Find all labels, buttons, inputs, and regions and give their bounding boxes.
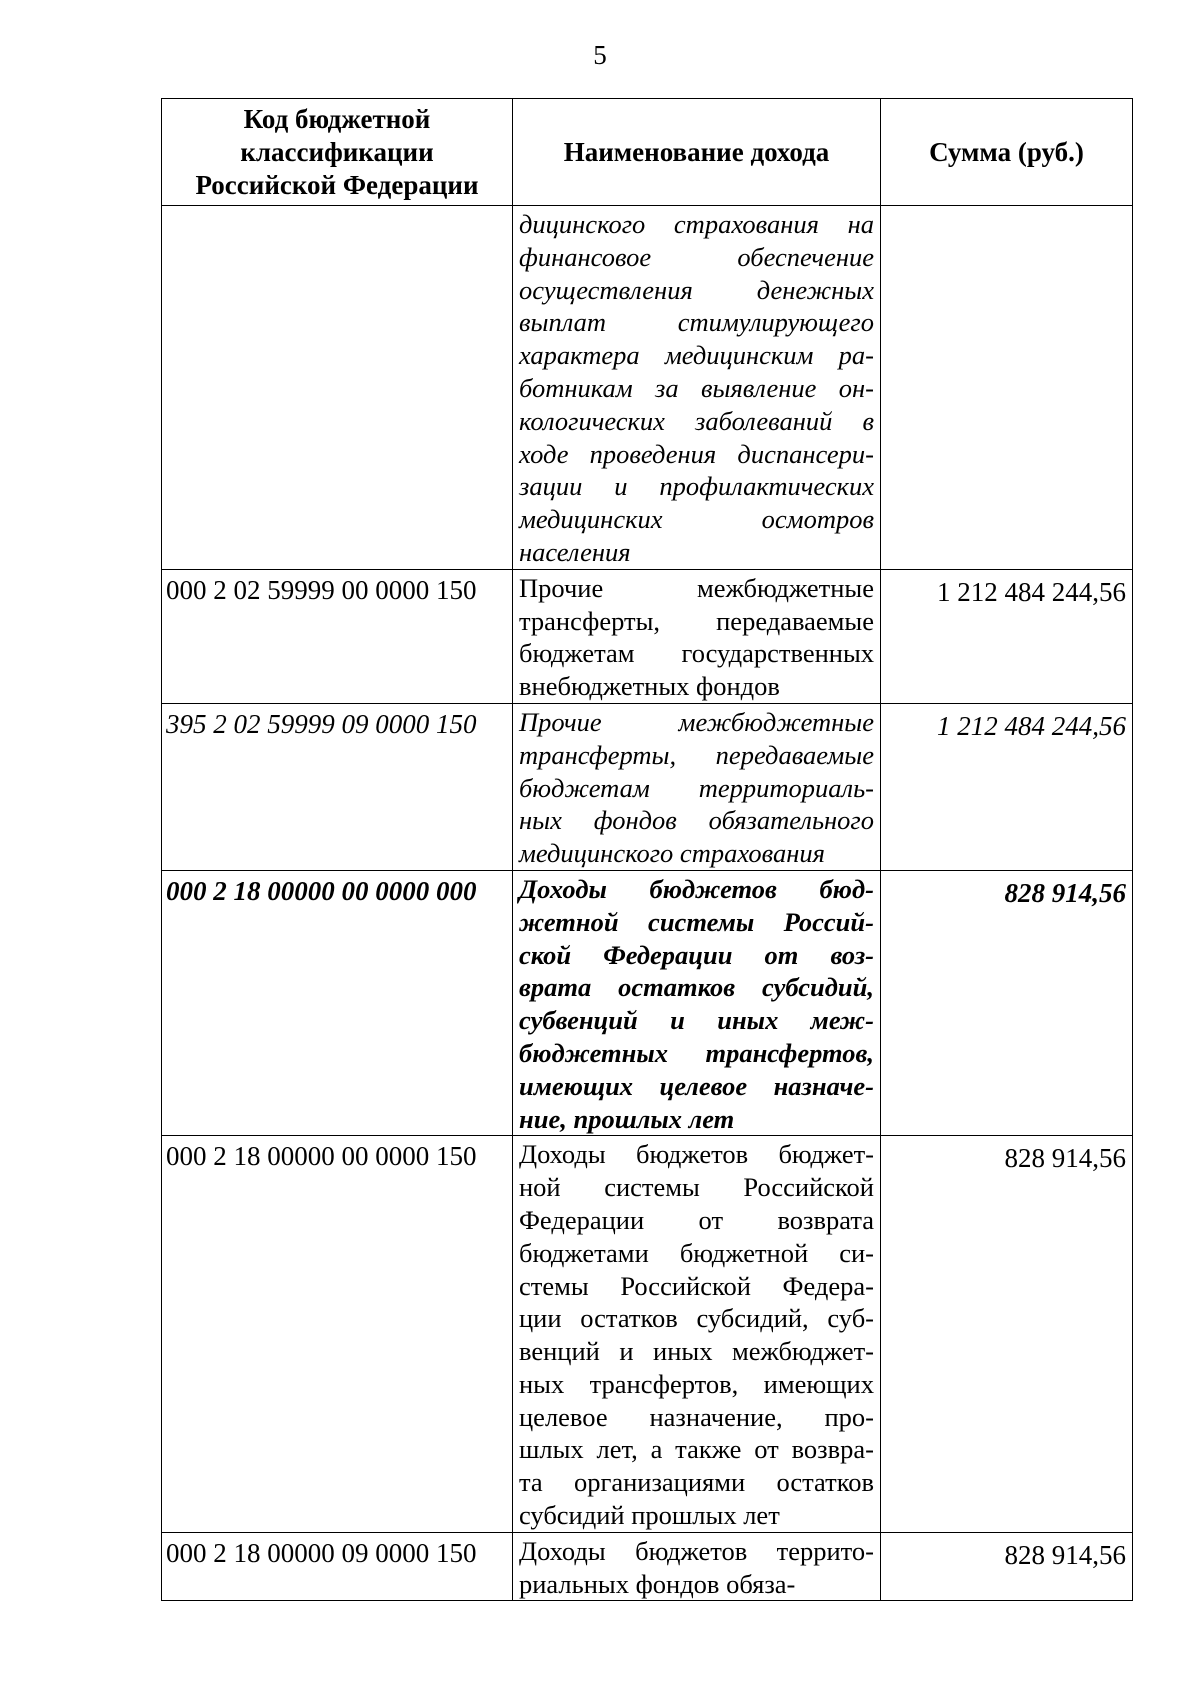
cell-code: 000 2 18 00000 09 0000 150 (162, 1532, 513, 1601)
cell-name-line: кологических заболеваний в (519, 405, 874, 436)
cell-name-line: бюджетам территориаль- (519, 772, 874, 803)
cell-code: 000 2 18 00000 00 0000 000 (162, 870, 513, 1135)
cell-name (513, 569, 881, 703)
cell-name-line: характера медицинским ра- (519, 340, 874, 371)
header-amount: Сумма (руб.) (881, 99, 1133, 206)
cell-name-line: бюджетам государственных (519, 638, 874, 669)
cell-name-line: Прочие межбюджетные (519, 706, 874, 737)
cell-code: 000 2 02 59999 00 0000 150 (162, 569, 513, 703)
cell-name-line: бюджетных трансфертов, (519, 1037, 874, 1068)
table-row (162, 870, 1133, 1135)
cell-name-line: трансферты, передаваемые (519, 605, 874, 636)
cell-name-line: зации и профилактических (519, 471, 874, 502)
cell-name-line: Доходы бюджетов бюд- (519, 873, 874, 904)
cell-name-line: жетной системы Россий- (519, 906, 874, 937)
cell-amount: 1 212 484 244,56 (881, 703, 1133, 870)
cell-name-line: выплат стимулирующего (519, 307, 874, 338)
cell-name (513, 1532, 881, 1601)
cell-name-line: бюджетами бюджетной си- (519, 1237, 874, 1268)
cell-amount: 1 212 484 244,56 (881, 569, 1133, 703)
cell-name-line: медицинского страхования (519, 838, 825, 869)
header-code: Код бюджетной классификации Российской Федерации (162, 99, 513, 206)
cell-amount: 828 914,56 (881, 870, 1133, 1135)
cell-code (162, 206, 513, 570)
cell-name (513, 1136, 881, 1533)
cell-name-line: ных фондов обязательного (519, 805, 874, 836)
cell-code: 395 2 02 59999 09 0000 150 (162, 703, 513, 870)
cell-name-line: ции остатков субсидий, суб- (519, 1303, 874, 1334)
cell-name-line: венций и иных межбюджет- (519, 1336, 874, 1367)
cell-name (513, 703, 881, 870)
table-row (162, 1532, 1133, 1601)
cell-name (513, 870, 881, 1135)
page-number: 5 (593, 40, 607, 70)
table-row (162, 1136, 1133, 1533)
cell-name-line: ботникам за выявление он- (519, 372, 874, 403)
cell-code: 000 2 18 00000 00 0000 150 (162, 1136, 513, 1533)
cell-name-line: стемы Российской Федера- (519, 1270, 874, 1301)
cell-name-line: ной системы Российской (519, 1172, 874, 1203)
cell-name-line: субвенций и иных меж- (519, 1005, 874, 1036)
table-row (162, 569, 1133, 703)
cell-name-line: шлых лет, а также от возвра- (519, 1434, 874, 1465)
cell-name-line: ние, прошлых лет (519, 1103, 735, 1134)
cell-name-line: ходе проведения диспансери- (519, 438, 874, 469)
cell-amount: 828 914,56 (881, 1136, 1133, 1533)
revenue-table (161, 98, 1133, 1601)
cell-name-line: субсидий прошлых лет (519, 1500, 780, 1531)
cell-name-line: осуществления денежных (519, 274, 874, 305)
cell-amount: 828 914,56 (881, 1532, 1133, 1601)
cell-name-line: Доходы бюджетов бюджет- (519, 1139, 874, 1170)
header-name: Наименование дохода (513, 99, 881, 206)
cell-name-line: трансферты, передаваемые (519, 739, 874, 770)
cell-name-line: Доходы бюджетов террито- (519, 1535, 874, 1566)
cell-name-line: ных трансфертов, имеющих (519, 1368, 874, 1399)
cell-name-line: ской Федерации от воз- (519, 939, 874, 970)
cell-name (513, 206, 881, 570)
cell-name-line: имеющих целевое назначе- (519, 1070, 874, 1101)
cell-name-line: внебюджетных фондов (519, 671, 780, 702)
cell-name-line: медицинских осмотров (519, 504, 874, 535)
cell-name-line: дицинского страхования на (519, 209, 874, 239)
cell-name-line: финансовое обеспечение (519, 241, 874, 272)
cell-name-line: врата остатков субсидий, (519, 972, 874, 1003)
table-header-row (162, 99, 1133, 206)
table-row (162, 703, 1133, 870)
table-row (162, 206, 1133, 570)
cell-name-line: Федерации от возврата (519, 1204, 874, 1235)
cell-name-line: целевое назначение, про- (519, 1401, 874, 1432)
cell-name-line: риальных фондов обяза- (519, 1568, 796, 1599)
cell-name-line: Прочие межбюджетные (519, 572, 874, 603)
cell-name-line: та организациями остатков (519, 1467, 874, 1498)
cell-name-line: населения (519, 536, 631, 567)
cell-amount (881, 206, 1133, 570)
